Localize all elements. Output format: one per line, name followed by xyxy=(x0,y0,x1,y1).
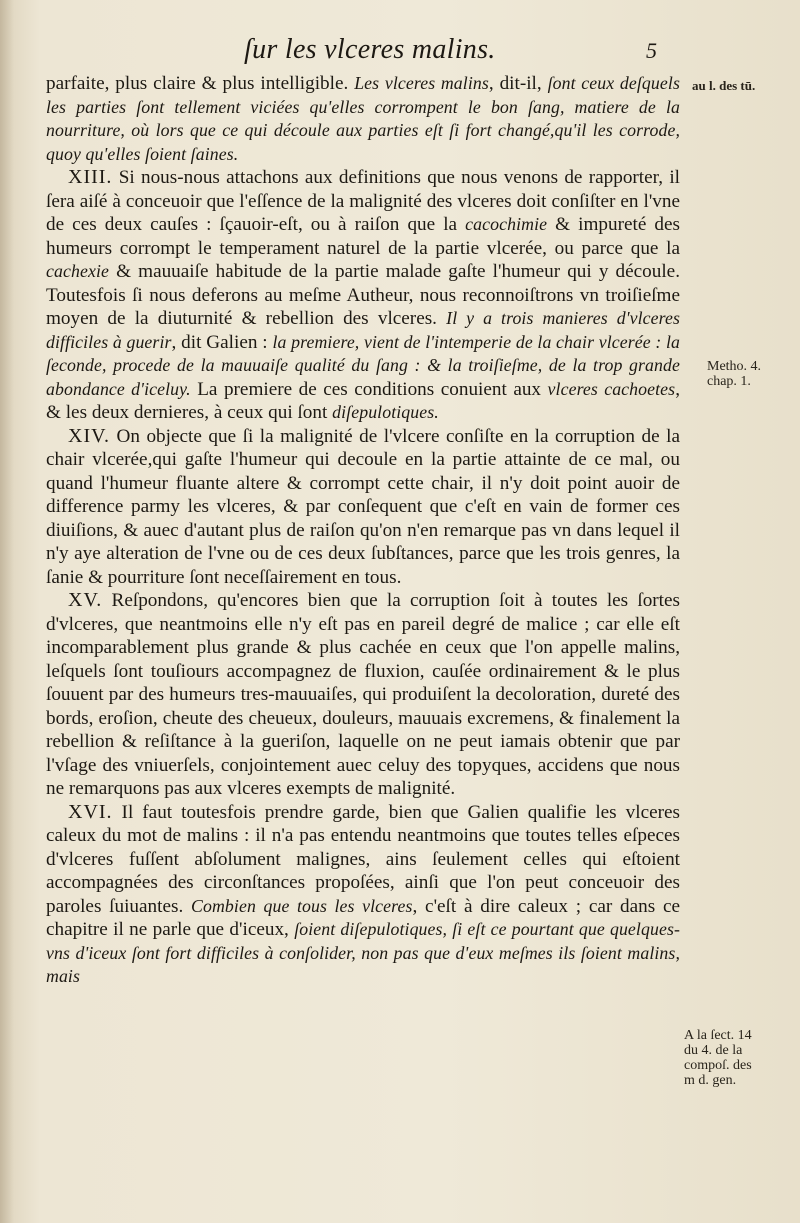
paragraph-continuation xyxy=(46,72,680,166)
text-run: , dit Galien : xyxy=(171,331,273,353)
margin-note-line: chap. 1. xyxy=(707,374,751,389)
paragraph-xiv xyxy=(46,425,680,590)
margin-note-line: compoſ. des xyxy=(684,1058,752,1073)
text-run: & impureté des humeurs corrompt le temperament naturel de la partie vlcerée, ou parce que la xyxy=(46,214,680,259)
text-run: On objecte que ſi la malignité de l'vlcere conſiſte en la corruption de la chair vlcerée,qui gaſte l'humeur qui decoule en la partie attainte de ce mal, ou quand l'humeur fluante altere & corrompt cette chair, il n'y doit point auoir de difference parmy les vlceres, & par conſequent que c'eſt en vain de former ces diuiſions, & auec d'autant plus de raiſon qu'on n'en remarque pas vn dans lequel il n'y aye alteration de l'vne ou de ces deux ſubſtances, parce que les trois genres, la ſanie & pourriture ſont neceſſairement en tous. xyxy=(46,425,680,588)
section-number: XVI. xyxy=(68,800,113,823)
margin-note-text: au l. des tū. xyxy=(692,78,756,93)
margin-note-line: m d. gen. xyxy=(684,1073,737,1088)
text-run: parfaite, plus claire & plus intelligible. xyxy=(46,73,355,94)
main-text xyxy=(46,72,680,989)
text-run: Reſpondons, qu'encores bien que la corruption ſoit à toutes les ſortes d'vlceres, que neantmoins elle n'y eſt pas en pareil degré de malice ; car elle eſt incomparablement plus grande & plus cachée en ceux que l'on appelle malins, leſquels ſont touſiours accompagnez de fluxion, cauſée ordinairement & le plus ſouuent par des humeurs tres-mauuaiſes, qui produiſent la decoloration, dureté des bords, eroſion, cheute des cheueux, douleurs, mauuais excremens, & finalement la rebellion & reſiſtance à la gueriſon, laquelle on ne peut iamais obtenir que par l'vſage des vniuerſels, conjointement auec celuy des topyques, accidens que nous ne remarquons pas aux vlceres exempts de malignité. xyxy=(46,590,680,799)
quotation: ſont ceux deſquels les parties ſont tellement viciées qu'elles corrompent le bon ſang, matiere de la nourriture, où lors que ce qui découle aux parties eſt ſi fort changé,qu'il les corrode, quoy qu'elles ſoient ſaines. xyxy=(46,73,680,164)
margin-note-section xyxy=(684,1028,770,1088)
page-number: 5 xyxy=(646,38,657,63)
page-edge-shadow xyxy=(0,0,14,1223)
running-title: ſur les vlceres malins. xyxy=(244,34,496,65)
italic-term: vlceres cachoetes xyxy=(547,378,676,399)
paragraph-xvi xyxy=(46,801,680,989)
italic-term: cachexie xyxy=(46,261,109,281)
quotation: la premiere, vient de l'intemperie de la chair vlcerée : la ſeconde, procede de la mauuaiſe qualité du ſang : & la troiſieſme, de la trop grande abondance d'iceluy. xyxy=(46,331,681,399)
text-run: , dit-il, xyxy=(488,73,548,94)
margin-note-line: du 4. de la xyxy=(684,1043,743,1058)
section-number: XV. xyxy=(68,589,103,611)
margin-note-reference xyxy=(692,78,778,93)
italic-run: Les vlceres malins xyxy=(354,73,489,93)
paragraph-xiii xyxy=(46,166,680,425)
text-run: , & les deux dernieres, à ceux qui ſont xyxy=(46,378,680,423)
margin-note-methodus xyxy=(707,359,793,389)
italic-term: diſepulotiques. xyxy=(332,402,439,422)
margin-note-line: Metho. 4. xyxy=(707,359,762,374)
quotation: Combien que tous les vlceres xyxy=(191,895,413,916)
margin-note-line: A la ſect. 14 xyxy=(684,1028,752,1043)
text-run: Il faut toutesfois prendre garde, bien que Galien qualifie les vlceres caleux du mot de malins : il n'a pas entendu neantmoins que toutes telles eſpeces d'vlceres fuſſent abſolument malignes, ains ſeulement celles qui eſtoient accompagnées des circonſtances propoſées, ainſi que l'on peut conceuoir des paroles ſuiuantes. xyxy=(46,801,680,917)
text-run: & mauuaiſe habitude de la partie malade gaſte l'humeur qui y découle. Toutesfois ſi nous deferons au meſme Autheur, nous reconnoiſtrons vn troiſieſme moyen de la diuturnité & rebellion des vlceres. xyxy=(46,261,680,329)
section-number: XIII. xyxy=(68,166,113,188)
text-run: Si nous-nous attachons aux definitions que nous venons de rapporter, il ſera aiſé à conceuoir que l'eſſence de la malignité des vlceres doit conſiſter en l'vne de ces deux cauſes : ſçauoir-eſt, ou à raiſon que la xyxy=(46,167,680,235)
quotation: ſoient diſepulotiques, ſi eſt ce pourtant que quelques-vns d'iceux ſont fort difficiles à conſolider, non pas que d'eux meſmes ils ſoient malins, mais xyxy=(46,919,680,986)
text-run: La premiere de ces conditions conuient aux xyxy=(190,378,548,400)
text-run: , c'eſt à dire caleux ; car dans ce chapitre il ne parle que d'iceux, xyxy=(46,895,680,940)
quotation: Il y a trois manieres d'vlceres difficiles à guerir xyxy=(46,308,680,352)
section-number: XIV. xyxy=(68,424,110,447)
italic-term: cacochimie xyxy=(465,214,548,234)
paragraph-xv xyxy=(46,589,680,801)
running-head xyxy=(0,34,800,74)
